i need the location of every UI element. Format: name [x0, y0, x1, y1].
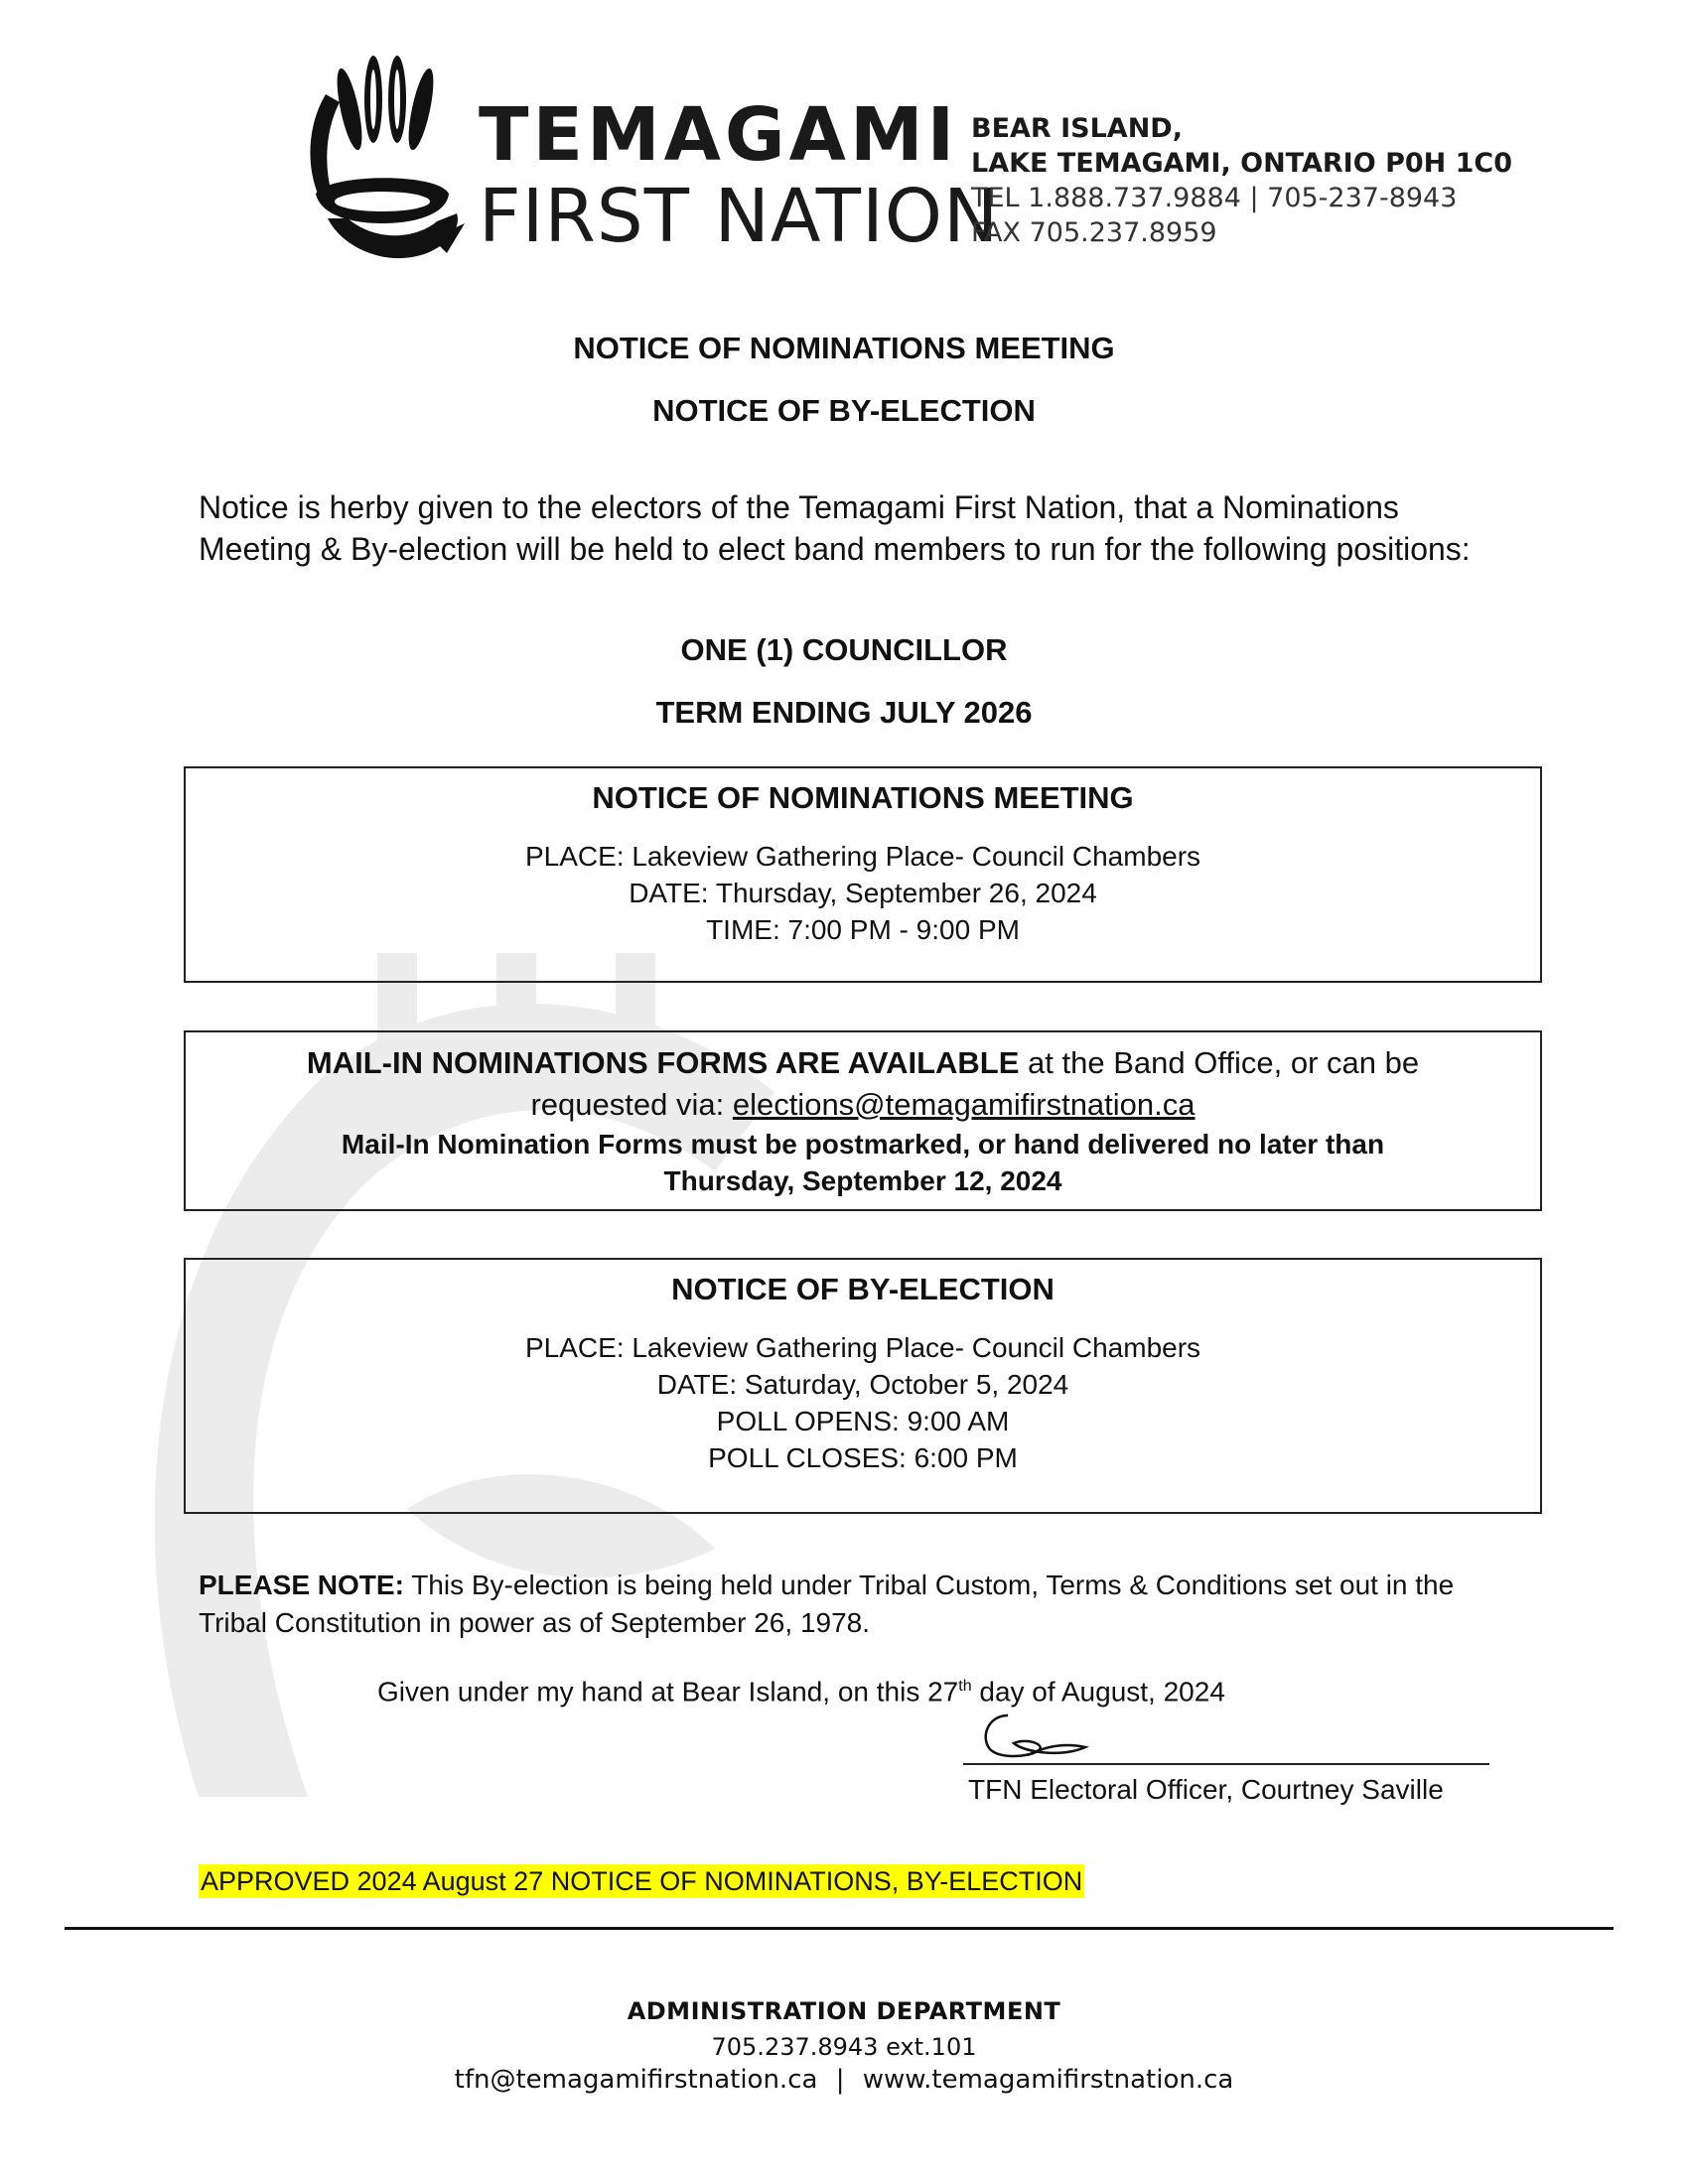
- poll-opens: POLL OPENS: 9:00 AM: [716, 1406, 1010, 1436]
- handwritten-signature: [968, 1707, 1107, 1767]
- poll-closes: POLL CLOSES: 6:00 PM: [708, 1442, 1018, 1473]
- mail-in-requested: requested via:: [530, 1087, 733, 1122]
- nominations-date: DATE: Thursday, September 26, 2024: [629, 878, 1097, 908]
- mail-in-lead-rest: at the Band Office, or can be: [1019, 1045, 1420, 1080]
- address-block: [971, 111, 1512, 250]
- by-election-box: [184, 1258, 1542, 1514]
- nominations-place: PLACE: Lakeview Gathering Place- Council Chambers: [524, 841, 1201, 872]
- footer-department: ADMINISTRATION DEPARTMENT: [627, 1997, 1061, 2025]
- nominations-box-title: NOTICE OF NOMINATIONS MEETING: [592, 780, 1134, 815]
- approved-highlight: APPROVED 2024 August 27 NOTICE OF NOMINATIONS, BY-ELECTION: [201, 1866, 1083, 1896]
- mail-in-request: [186, 1084, 1540, 1126]
- organization-name: [479, 92, 1000, 259]
- by-election-box-title: NOTICE OF BY-ELECTION: [671, 1272, 1055, 1306]
- nominations-meeting-box: [184, 766, 1542, 983]
- mail-in-box: [184, 1030, 1542, 1211]
- title-by-election: NOTICE OF BY-ELECTION: [652, 393, 1036, 428]
- mail-in-deadline-line1: Mail-In Nomination Forms must be postmarked, or hand delivered no later than: [341, 1129, 1385, 1160]
- by-election-place: PLACE: Lakeview Gathering Place- Council Chambers: [524, 1332, 1201, 1363]
- org-name-line1: TEMAGAMI: [479, 92, 959, 178]
- electoral-officer: TFN Electoral Officer, Courtney Saville: [968, 1774, 1444, 1805]
- please-note-text: This By-election is being held under Tribal Custom, Terms & Conditions set out in the Tribal Constitution in power as of September 26, 1978.: [199, 1570, 1455, 1638]
- telephone: TEL 1.888.737.9884 | 705-237-8943: [971, 183, 1458, 213]
- mail-in-deadline-line2: Thursday, September 12, 2024: [663, 1165, 1062, 1196]
- fax: FAX 705.237.8959: [971, 217, 1217, 248]
- address-line2: LAKE TEMAGAMI, ONTARIO P0H 1C0: [971, 148, 1513, 179]
- please-note: [199, 1567, 1509, 1642]
- mail-in-lead: [186, 1042, 1540, 1084]
- footer-contact: [0, 2065, 1688, 2095]
- footer-email-link[interactable]: tfn@temagamifirstnation.ca: [454, 2065, 818, 2095]
- intro-paragraph: Notice is herby given to the electors of the Temagami First Nation, that a Nominations Meeting & By-election will be held to elect band members to run for the following positions:: [199, 489, 1471, 567]
- please-note-label: PLEASE NOTE:: [199, 1570, 404, 1600]
- address-line1: BEAR ISLAND,: [971, 113, 1183, 144]
- signature-line: [963, 1763, 1489, 1765]
- footer-website-link[interactable]: www.temagamifirstnation.ca: [862, 2065, 1234, 2095]
- footer-divider: [65, 1927, 1614, 1930]
- position-term: TERM ENDING JULY 2026: [655, 695, 1033, 730]
- elections-email-link[interactable]: elections@temagamifirstnation.ca: [732, 1087, 1196, 1122]
- nominations-time: TIME: 7:00 PM - 9:00 PM: [706, 914, 1020, 945]
- mail-in-lead-bold: MAIL-IN NOMINATIONS FORMS ARE AVAILABLE: [306, 1045, 1020, 1080]
- org-name-line2: FIRST NATION: [479, 174, 1000, 259]
- given-sup: th: [958, 1678, 972, 1695]
- given-after: day of August, 2024: [971, 1676, 1225, 1707]
- position-name: ONE (1) COUNCILLOR: [680, 632, 1008, 667]
- given-before: Given under my hand at Bear Island, on this 27: [377, 1676, 959, 1707]
- temagami-logo-icon: [298, 55, 467, 278]
- footer-separator: |: [835, 2065, 845, 2095]
- by-election-date: DATE: Saturday, October 5, 2024: [656, 1369, 1069, 1400]
- title-nominations: NOTICE OF NOMINATIONS MEETING: [573, 331, 1115, 365]
- footer-phone: 705.237.8943 ext.101: [711, 2033, 977, 2061]
- given-statement: [377, 1668, 1225, 1710]
